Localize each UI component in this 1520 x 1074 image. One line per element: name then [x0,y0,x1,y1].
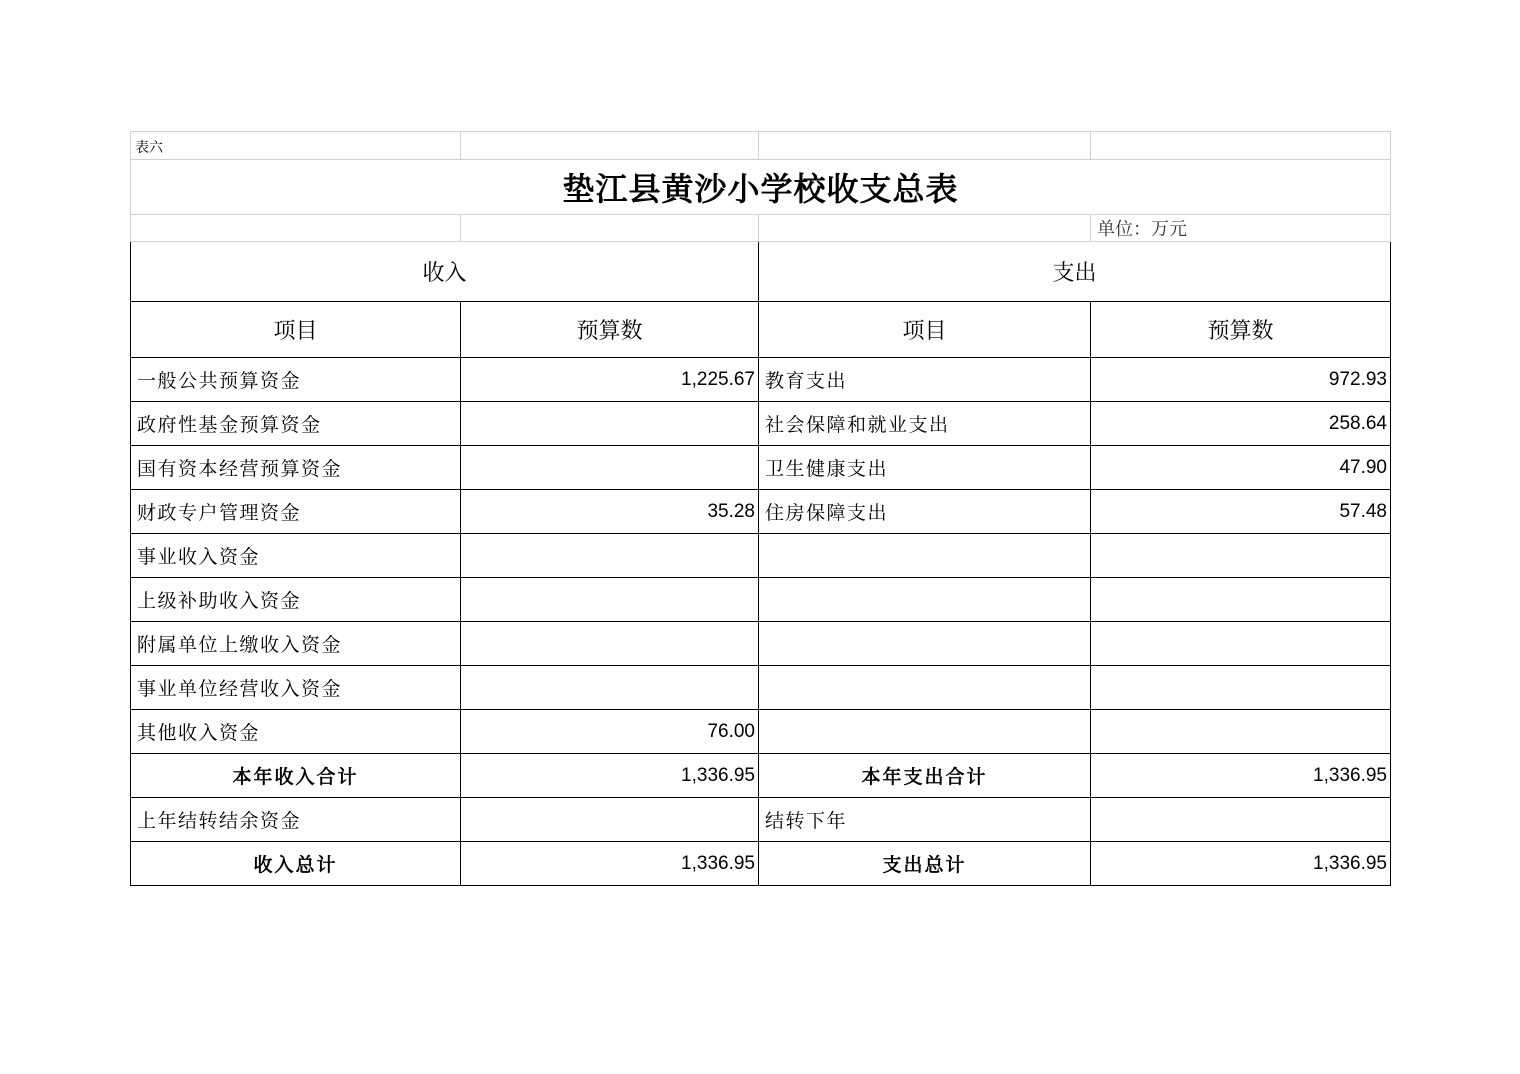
income-amount-cell [461,446,759,490]
expense-item-cell [759,710,1091,754]
expense-amount-cell: 57.48 [1091,490,1391,534]
grand-total-row-expense-label: 支出总计 [759,842,1091,886]
unit-label: 单位：万元 [1091,215,1391,242]
income-amount-cell [461,666,759,710]
carryover-row-expense-label: 结转下年 [759,798,1091,842]
table-row [131,578,1391,622]
income-amount-cell [461,534,759,578]
carryover-row [131,798,1391,842]
grand-total-row-expense-amount: 1,336.95 [1091,842,1391,886]
expense-amount-cell: 258.64 [1091,402,1391,446]
table-row [131,446,1391,490]
year-total-row-income-amount: 1,336.95 [461,754,759,798]
table-row [131,710,1391,754]
income-item-cell: 事业收入资金 [131,534,461,578]
table-row [131,402,1391,446]
table-row [131,490,1391,534]
grand-total-row [131,842,1391,886]
label-row [131,132,1391,160]
income-item-cell: 政府性基金预算资金 [131,402,461,446]
expense-item-cell [759,578,1091,622]
year-total-row-expense-label: 本年支出合计 [759,754,1091,798]
expense-amount-cell [1091,666,1391,710]
expense-amount-cell [1091,534,1391,578]
grand-total-row-income-amount: 1,336.95 [461,842,759,886]
income-item-cell: 上级补助收入资金 [131,578,461,622]
income-amount-cell [461,402,759,446]
expense-amount-cell [1091,710,1391,754]
table-label: 表六 [131,132,461,160]
income-item-cell: 一般公共预算资金 [131,358,461,402]
grand-total-row-income-label: 收入总计 [131,842,461,886]
expense-amount-cell: 972.93 [1091,358,1391,402]
carryover-row-income-label: 上年结转结余资金 [131,798,461,842]
expense-item-header: 项目 [759,302,1091,358]
income-item-cell: 事业单位经营收入资金 [131,666,461,710]
income-item-cell: 国有资本经营预算资金 [131,446,461,490]
carryover-row-income-amount [461,798,759,842]
income-amount-cell: 1,225.67 [461,358,759,402]
expense-amount-cell [1091,578,1391,622]
expense-item-cell: 社会保障和就业支出 [759,402,1091,446]
expense-item-cell [759,534,1091,578]
expense-amount-header: 预算数 [1091,302,1391,358]
expense-item-cell [759,622,1091,666]
table-row [131,666,1391,710]
income-item-cell: 财政专户管理资金 [131,490,461,534]
table-row [131,534,1391,578]
expense-item-cell: 住房保障支出 [759,490,1091,534]
year-total-row-expense-amount: 1,336.95 [1091,754,1391,798]
income-amount-cell [461,622,759,666]
income-item-cell: 附属单位上缴收入资金 [131,622,461,666]
budget-sheet [130,131,1390,886]
expense-section-header: 支出 [759,242,1391,302]
income-amount-cell: 35.28 [461,490,759,534]
expense-item-cell [759,666,1091,710]
section-header-row [131,242,1391,302]
title-row [131,160,1391,215]
column-header-row [131,302,1391,358]
expense-amount-cell: 47.90 [1091,446,1391,490]
income-item-cell: 其他收入资金 [131,710,461,754]
year-total-row [131,754,1391,798]
income-section-header: 收入 [131,242,759,302]
unit-row [131,215,1391,242]
carryover-row-expense-amount [1091,798,1391,842]
income-amount-cell [461,578,759,622]
page-title: 垫江县黄沙小学校收支总表 [131,160,1391,215]
expense-item-cell: 卫生健康支出 [759,446,1091,490]
year-total-row-income-label: 本年收入合计 [131,754,461,798]
budget-table [130,131,1391,886]
table-row [131,358,1391,402]
income-item-header: 项目 [131,302,461,358]
income-amount-header: 预算数 [461,302,759,358]
income-amount-cell: 76.00 [461,710,759,754]
expense-item-cell: 教育支出 [759,358,1091,402]
table-row [131,622,1391,666]
expense-amount-cell [1091,622,1391,666]
